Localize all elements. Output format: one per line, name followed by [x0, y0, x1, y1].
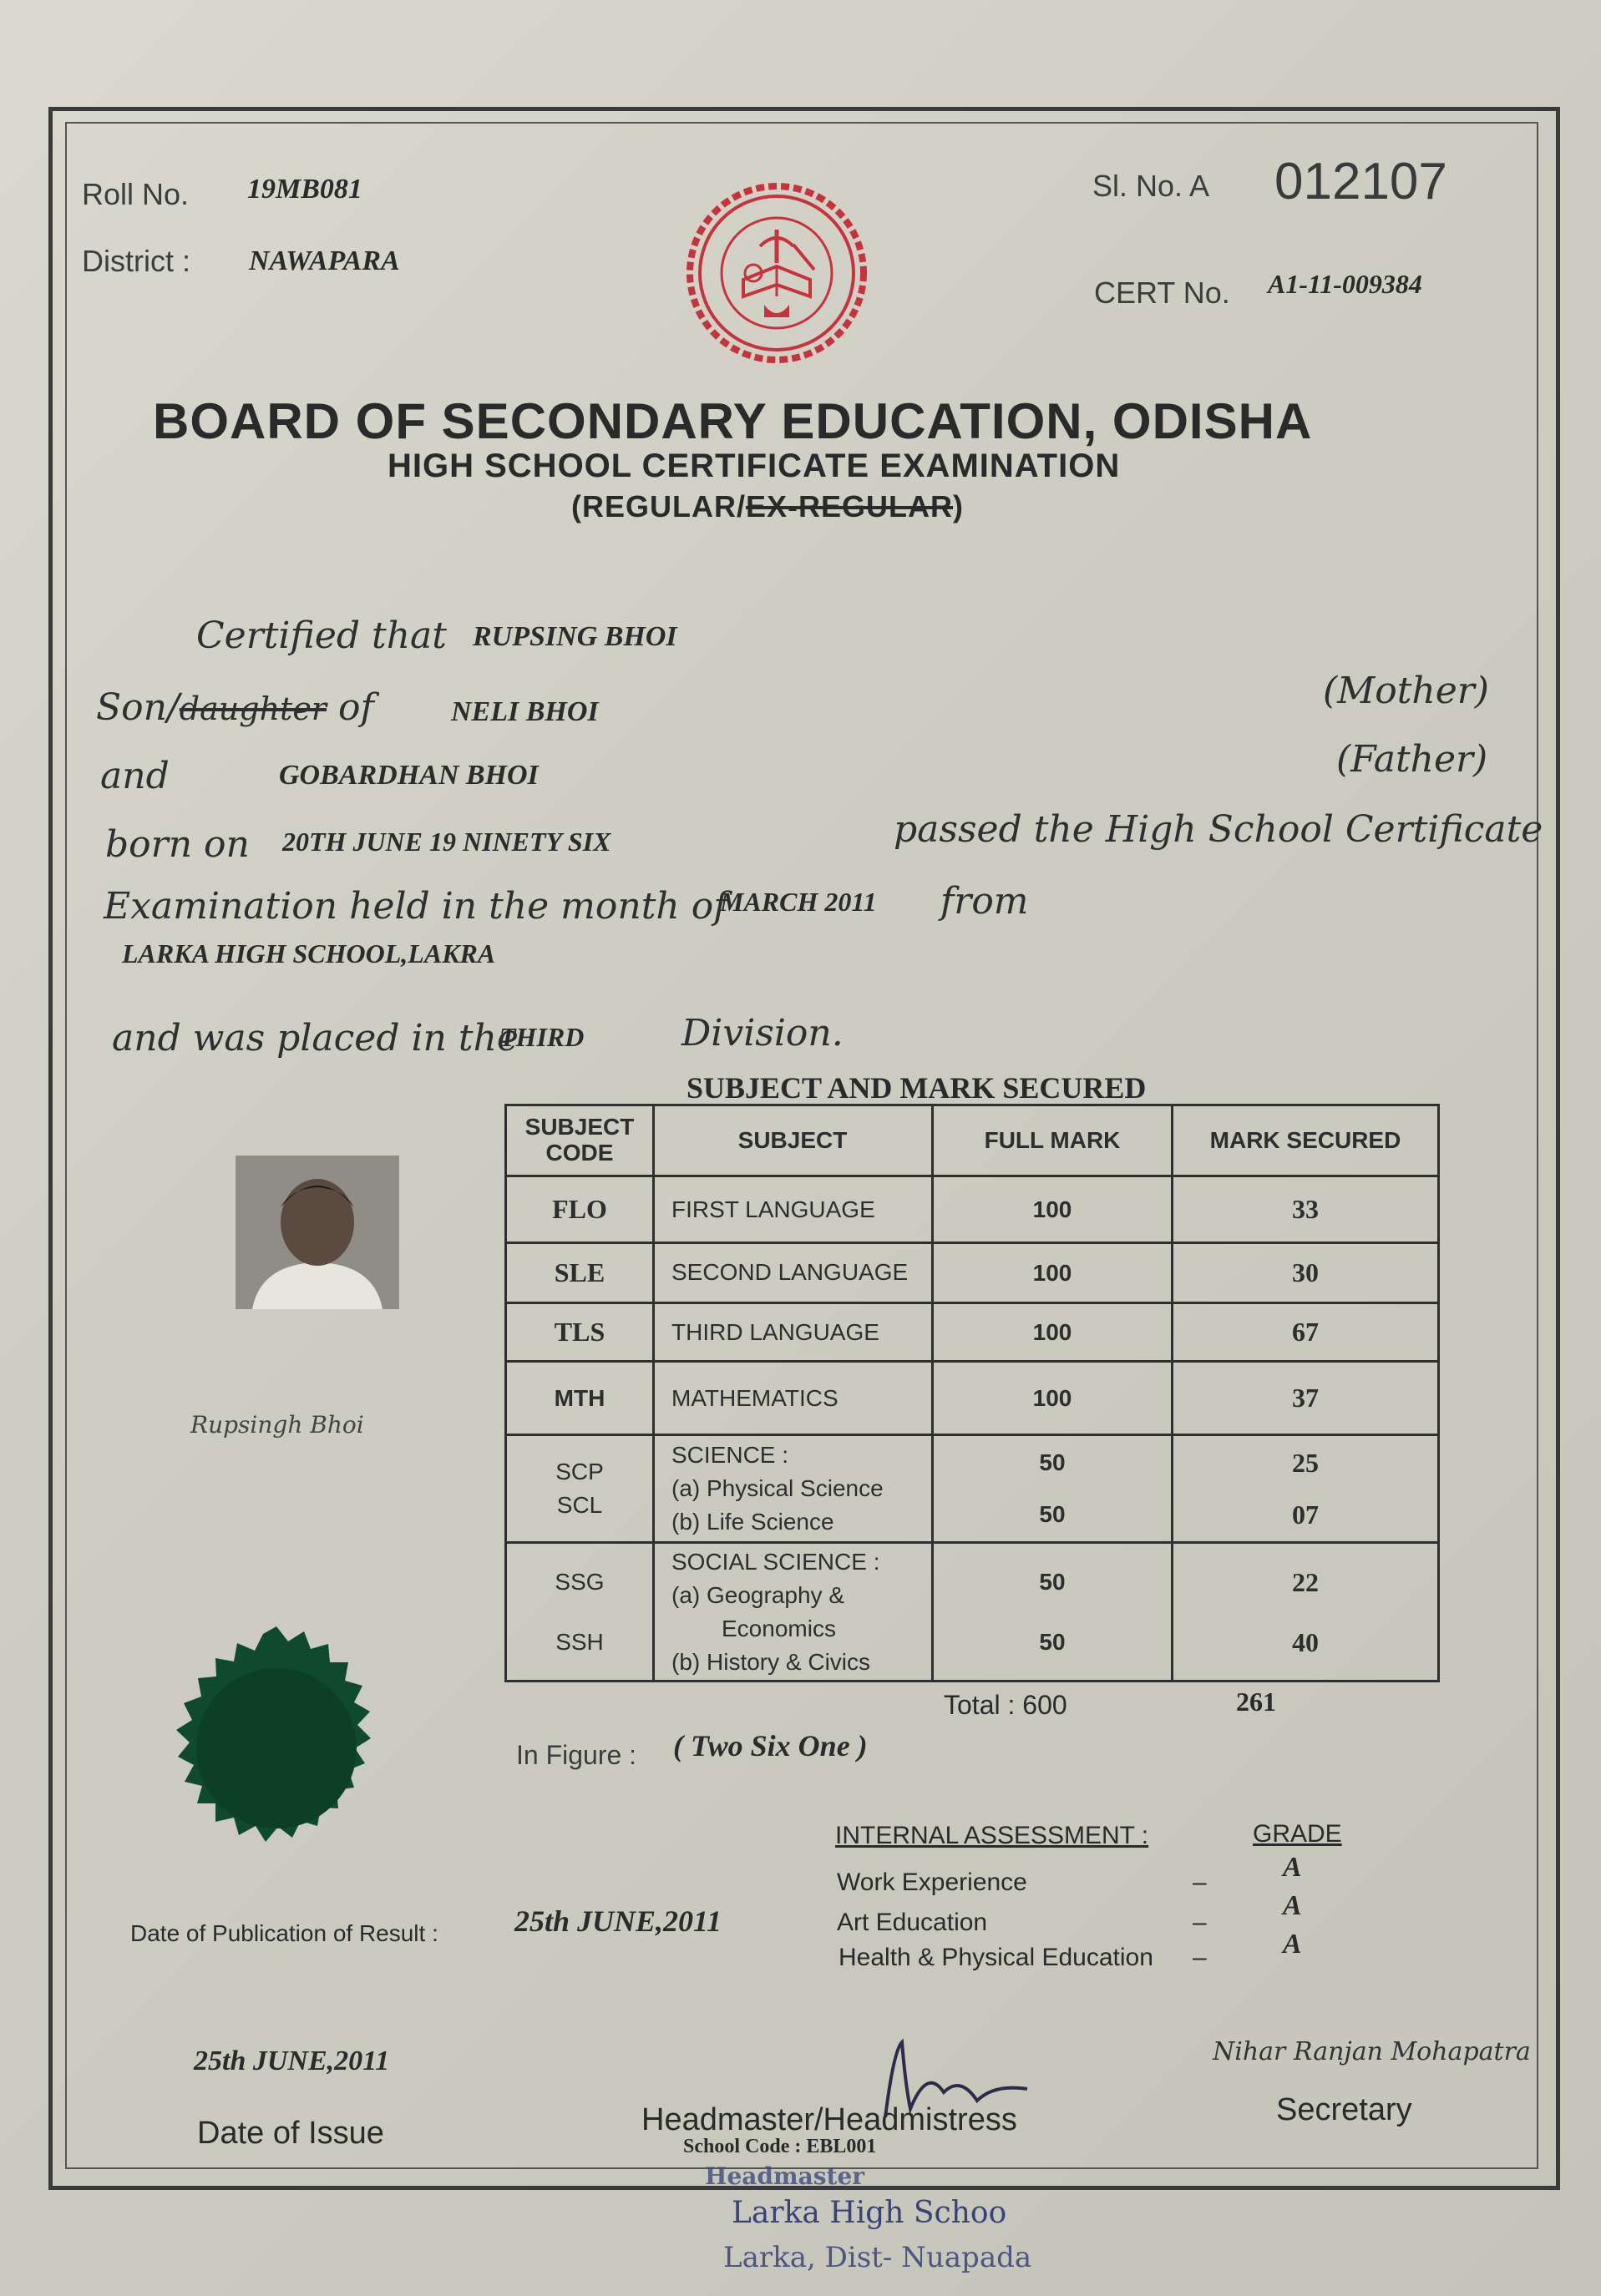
student-signature: Rupsingh Bhoi [190, 1411, 364, 1439]
in-figure-value: ( Two Six One ) [673, 1729, 868, 1762]
assessment-heading: INTERNAL ASSESSMENT : [835, 1822, 1149, 1849]
col-subject: SUBJECT [654, 1105, 933, 1176]
social-codes [506, 1543, 654, 1682]
board-title: BOARD OF SECONDARY EDUCATION, ODISHA [153, 393, 1313, 449]
assessment-item: Health & Physical Education [838, 1944, 1153, 1971]
full-mark: 50 [1039, 1501, 1066, 1527]
stamp-line-1: Headmaster [705, 2162, 865, 2190]
social-secured [1173, 1543, 1439, 1682]
table-row [506, 1243, 1439, 1303]
table-row [506, 1303, 1439, 1362]
total-full-label: Total : 600 [944, 1690, 1067, 1720]
student-photo [236, 1156, 399, 1309]
subject-code: SSG [555, 1568, 605, 1595]
subject-name: SECOND LANGUAGE [654, 1243, 933, 1303]
and-label: and [100, 755, 170, 797]
school-code: School Code : EBL001 [683, 2136, 877, 2157]
subject-group-title: SCIENCE : [671, 1442, 789, 1468]
board-emblem-icon [685, 180, 869, 367]
from-label: from [940, 880, 1029, 923]
subject-name: (b) History & Civics [671, 1648, 871, 1675]
subject-code: TLS [506, 1303, 654, 1362]
headmaster-label: Headmaster/Headmistress [641, 2102, 1017, 2137]
table-row [506, 1362, 1439, 1435]
mark-secured: 07 [1292, 1499, 1319, 1530]
grade-heading: GRADE [1253, 1820, 1342, 1848]
district-value: NAWAPARA [249, 245, 400, 276]
exam-type-suffix: ) [953, 489, 965, 523]
son-of-struck: daughter [179, 690, 327, 727]
full-mark: 50 [1039, 1568, 1066, 1595]
science-secured [1173, 1435, 1439, 1543]
mark-secured: 25 [1292, 1448, 1319, 1478]
student-name: RUPSING BHOI [473, 621, 677, 652]
science-subjects [654, 1435, 933, 1543]
mother-label: (Mother) [1323, 670, 1489, 712]
certified-that-label: Certified that [196, 614, 447, 657]
placed-label: and was placed in the [112, 1017, 519, 1059]
date-of-birth: 20TH JUNE 19 NINETY SIX [282, 827, 611, 857]
son-of-label [96, 686, 374, 729]
subject-name-cont: Economics [722, 1615, 836, 1641]
subject-name: (b) Life Science [671, 1509, 834, 1535]
mark-secured: 30 [1173, 1243, 1439, 1303]
mark-secured: 67 [1173, 1303, 1439, 1362]
full-mark: 100 [933, 1362, 1173, 1435]
subject-name: MATHEMATICS [654, 1362, 933, 1435]
son-of-suffix: of [326, 686, 374, 729]
mark-secured: 22 [1292, 1566, 1319, 1597]
assessment-dash: – [1193, 1869, 1207, 1896]
division-value: THIRD [499, 1022, 585, 1052]
full-mark: 100 [933, 1176, 1173, 1243]
student-portrait-icon [236, 1156, 399, 1309]
science-full-marks [933, 1435, 1173, 1543]
col-subject-code-label: SUBJECT CODE [524, 1114, 635, 1166]
social-full-marks [933, 1543, 1173, 1682]
col-subject-code [506, 1105, 654, 1176]
table-row [506, 1176, 1439, 1243]
subject-name: THIRD LANGUAGE [654, 1303, 933, 1362]
assessment-grade: A [1283, 1852, 1302, 1883]
subject-code: SSH [555, 1628, 604, 1655]
assessment-item: Art Education [837, 1909, 988, 1936]
district-label: District : [82, 244, 190, 278]
assessment-dash: – [1193, 1909, 1207, 1936]
father-label: (Father) [1336, 738, 1488, 781]
social-subjects [654, 1543, 933, 1682]
division-label: Division. [681, 1012, 844, 1054]
subject-name: (a) Physical Science [671, 1475, 884, 1501]
mark-secured: 33 [1173, 1176, 1439, 1243]
issue-date: 25th JUNE,2011 [194, 2046, 390, 2076]
cert-value: A1-11-009384 [1268, 269, 1422, 299]
secretary-signature: Nihar Ranjan Mohapatra [1213, 2037, 1531, 2066]
father-name: GOBARDHAN BHOI [279, 760, 539, 791]
table-header-row [506, 1105, 1439, 1176]
subject-name: (a) Geography & [671, 1581, 844, 1608]
subject-code: SLE [506, 1243, 654, 1303]
subject-code: SCP [555, 1459, 604, 1484]
full-mark: 100 [933, 1303, 1173, 1362]
col-mark-secured: MARK SECURED [1173, 1105, 1439, 1176]
publication-label: Date of Publication of Result : [130, 1920, 438, 1946]
stamp-line-3: Larka, Dist- Nuapada [723, 2241, 1032, 2274]
assessment-grade: A [1283, 1929, 1302, 1960]
table-row-social-science [506, 1543, 1439, 1682]
subject-name: FIRST LANGUAGE [654, 1176, 933, 1243]
son-of-prefix: Son/ [96, 686, 180, 729]
serial-label: Sl. No. A [1092, 169, 1210, 203]
born-on-label: born on [105, 823, 250, 866]
subject-code: FLO [506, 1176, 654, 1243]
full-mark: 50 [1039, 1449, 1066, 1475]
in-figure-label: In Figure : [516, 1740, 637, 1770]
secretary-label: Secretary [1276, 2092, 1412, 2127]
passed-label: passed the High School Certificate [894, 808, 1543, 851]
roll-label: Roll No. [82, 177, 190, 211]
cert-label: CERT No. [1094, 276, 1230, 310]
marks-heading: SUBJECT AND MARK SECURED [687, 1071, 1147, 1105]
stamp-line-2: Larka High Schoo [732, 2196, 1007, 2230]
mother-name: NELI BHOI [451, 696, 599, 727]
subject-code: SCL [556, 1492, 603, 1518]
roll-value: 19MB081 [247, 174, 362, 205]
table-row-science [506, 1435, 1439, 1543]
mark-secured: 37 [1173, 1362, 1439, 1435]
full-mark: 50 [1039, 1628, 1066, 1655]
assessment-dash: – [1193, 1944, 1207, 1971]
exam-month: MARCH 2011 [720, 887, 877, 917]
assessment-grade: A [1283, 1890, 1302, 1921]
publication-date: 25th JUNE,2011 [514, 1904, 722, 1938]
assessment-item: Work Experience [837, 1869, 1027, 1896]
marks-table [504, 1104, 1440, 1682]
col-full-mark: FULL MARK [933, 1105, 1173, 1176]
school-name: LARKA HIGH SCHOOL,LAKRA [122, 938, 496, 968]
exam-type-prefix: (REGULAR/ [571, 489, 746, 523]
full-mark: 100 [933, 1243, 1173, 1303]
total-secured-value: 261 [1236, 1687, 1276, 1717]
exam-held-label: Examination held in the month of [104, 885, 727, 928]
subject-code: MTH [506, 1362, 654, 1435]
subject-group-title: SOCIAL SCIENCE : [671, 1548, 880, 1575]
exam-type [571, 489, 964, 524]
issue-date-label: Date of Issue [197, 2116, 384, 2151]
exam-title: HIGH SCHOOL CERTIFICATE EXAMINATION [388, 448, 1121, 484]
exam-type-struck: EX-REGULAR [746, 489, 954, 523]
mark-secured: 40 [1292, 1626, 1319, 1657]
green-seal-icon [142, 1623, 411, 1904]
science-codes [506, 1435, 654, 1543]
serial-value: 012107 [1274, 153, 1447, 210]
